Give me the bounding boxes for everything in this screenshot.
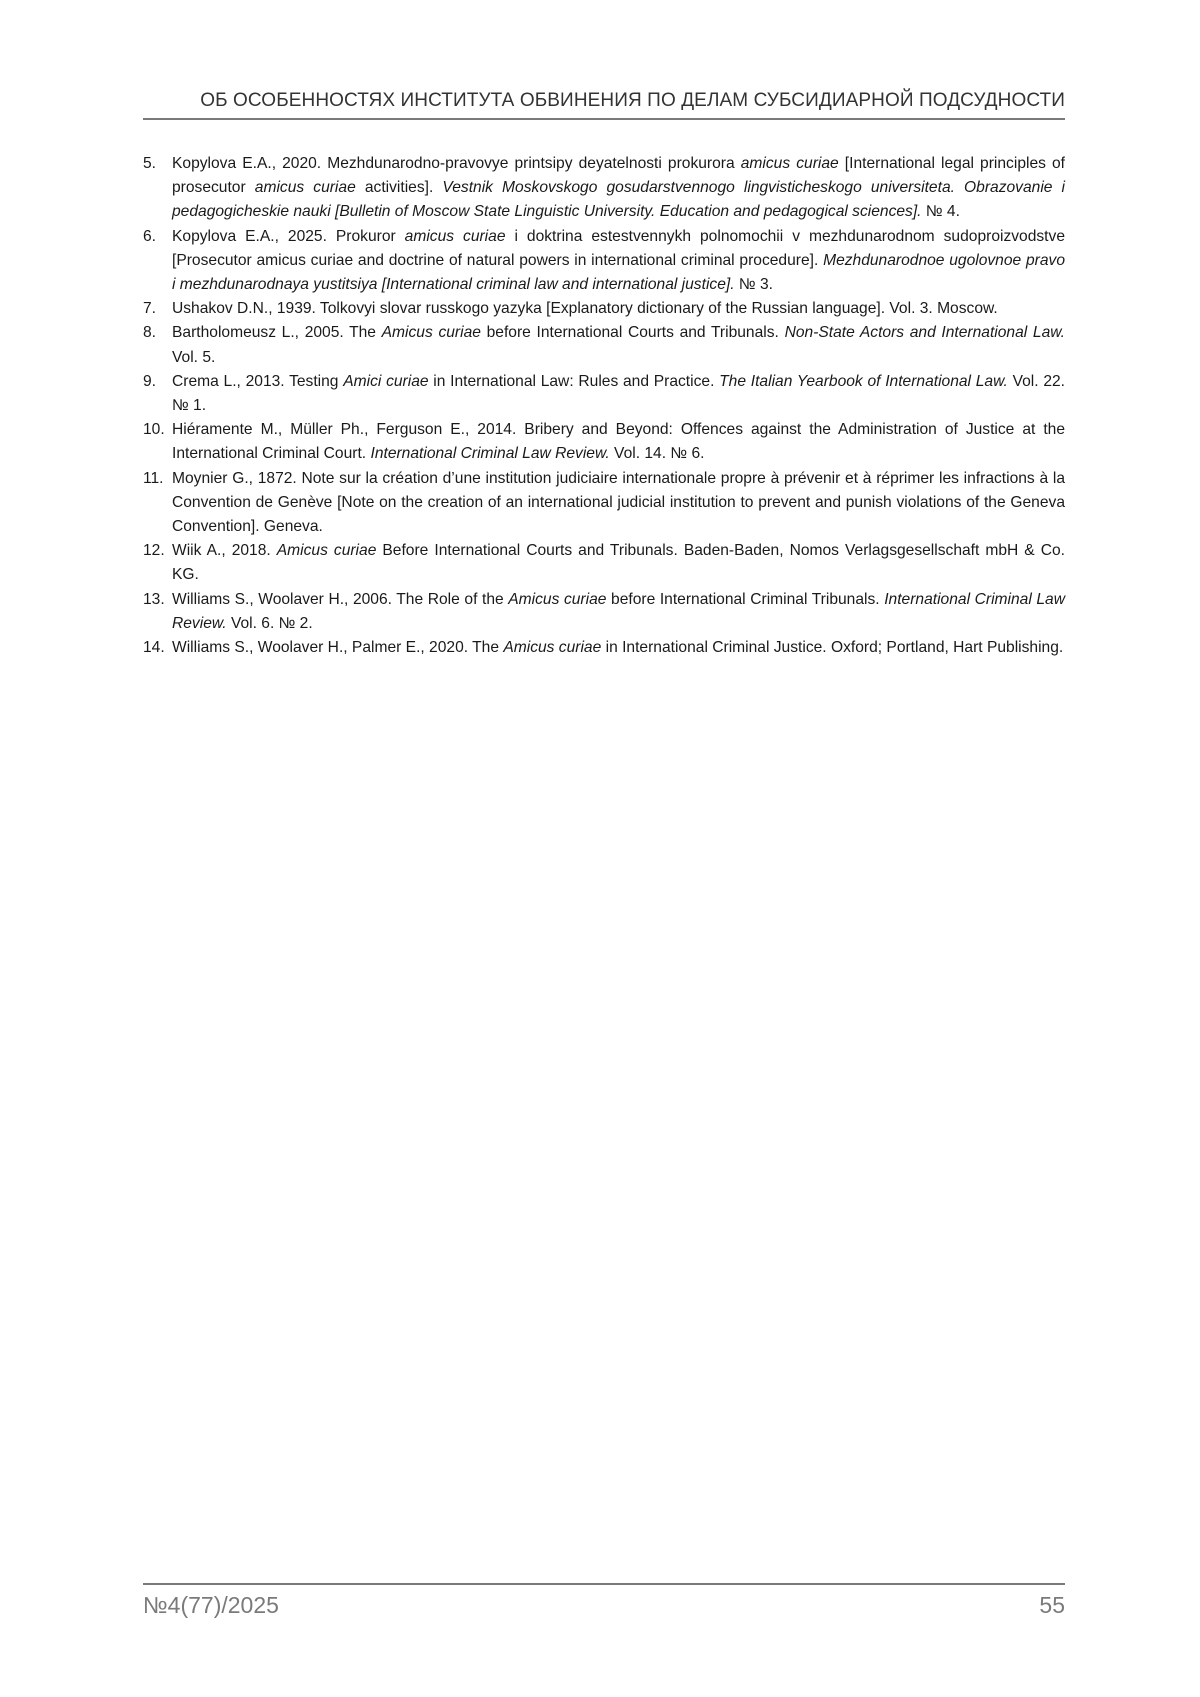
reference-item xyxy=(143,588,1065,636)
reference-text: Williams S., Woolaver H., 2006. The Role of the xyxy=(172,590,509,608)
reference-number: 10. xyxy=(143,421,165,439)
reference-list xyxy=(143,152,1065,660)
reference-number: 5. xyxy=(143,155,157,172)
reference-number: 6. xyxy=(143,227,157,245)
reference-text: Kopylova E.A., 2025. Prokuror xyxy=(172,227,405,245)
reference-number: 13. xyxy=(143,590,165,608)
reference-text: in International Law: Rules and Practice. xyxy=(428,372,720,390)
reference-italic-text: Amici curiae xyxy=(343,372,429,390)
reference-text: Moynier G., 1872. Note sur la création d’une institution judiciaire internationale propre à prévenir et à réprimer les infractions à la Convention de Genève [Note on the creation of an international judicial institution to prevent and punish violations of the Geneva Convention]. Geneva. xyxy=(172,469,1065,536)
reference-item xyxy=(143,370,1065,418)
reference-italic-text: amicus curiae xyxy=(740,155,839,172)
reference-italic-text: International Criminal Law Review. xyxy=(172,590,1065,632)
reference-number: 9. xyxy=(143,372,157,390)
reference-italic-text: International Criminal Law Review. xyxy=(370,445,610,463)
reference-text: № 3. xyxy=(734,276,773,294)
reference-text: Crema L., 2013. Testing xyxy=(172,372,344,390)
reference-number: 11. xyxy=(143,469,164,487)
reference-text: Williams S., Woolaver H., Palmer E., 2020. The xyxy=(172,639,504,657)
reference-item xyxy=(143,467,1065,540)
reference-text: before International Criminal Tribunals. xyxy=(606,590,885,608)
reference-text: Vol. 14. № 6. xyxy=(609,445,705,463)
reference-number: 12. xyxy=(143,542,165,560)
reference-item xyxy=(143,418,1065,466)
reference-italic-text: Non-State Actors and International Law. xyxy=(784,324,1065,342)
reference-text: Kopylova E.A., 2020. Mezhdunarodno-pravovye printsipy deyatelnosti prokurora xyxy=(172,155,741,172)
reference-number: 14. xyxy=(143,639,165,657)
reference-italic-text: Amicus curiae xyxy=(503,639,602,657)
reference-text: № 4. xyxy=(921,203,960,221)
page-number: 55 xyxy=(1039,1592,1065,1618)
reference-text: Hiéramente M., Müller Ph., Ferguson E., 2014. Bribery and Beyond: Offences against the Administration of Justice at the International Criminal Court. xyxy=(172,421,1065,463)
reference-item xyxy=(143,225,1065,298)
reference-text: Ushakov D.N., 1939. Tolkovyi slovar russkogo yazyka [Explanatory dictionary of the Russian language]. Vol. 3. Moscow. xyxy=(172,300,998,318)
reference-item xyxy=(143,321,1065,369)
reference-italic-text: The Italian Yearbook of International Law. xyxy=(719,372,1008,390)
reference-text: Vol. 5. xyxy=(172,348,216,366)
reference-text: Vol. 22. № 1. xyxy=(172,372,1066,415)
page-footer xyxy=(143,1583,1065,1619)
reference-text: Vol. 6. № 2. xyxy=(226,614,313,632)
reference-text: before International Courts and Tribunals. xyxy=(480,324,785,342)
reference-item xyxy=(143,152,1065,225)
reference-italic-text: amicus curiae xyxy=(254,179,356,197)
running-header-title: ОБ ОСОБЕННОСТЯХ ИНСТИТУТА ОБВИНЕНИЯ ПО ДЕЛАМ СУБСИДИАРНОЙ ПОДСУДНОСТИ xyxy=(200,90,1065,111)
reference-text: activities]. xyxy=(355,179,443,197)
reference-text: Before International Courts and Tribunals. Baden-Baden, Nomos Verlagsgesellschaft mbH & Co. KG. xyxy=(172,542,1065,584)
reference-item xyxy=(143,636,1065,660)
reference-italic-text: Mezhdunarodnoe ugolovnoe pravo i mezhdunarodnaya yustitsiya [International criminal law and international justice]. xyxy=(172,251,1065,294)
reference-number: 7. xyxy=(143,300,157,318)
issue-number: №4(77)/2025 xyxy=(143,1592,279,1618)
reference-italic-text: Amicus curiae xyxy=(276,542,377,560)
reference-item xyxy=(143,297,1065,321)
reference-text: i doktrina estestvennykh polnomochii v mezhdunarodnom sudoproizvodstve [Prosecutor amicus curiae and doctrine of natural powers in international criminal procedure]. xyxy=(172,227,1065,269)
reference-text: [International legal principles of prosecutor xyxy=(172,155,1066,197)
reference-text: Bartholomeusz L., 2005. The xyxy=(172,324,382,342)
reference-number: 8. xyxy=(143,324,157,342)
reference-italic-text: Amicus curiae xyxy=(381,324,481,342)
running-header xyxy=(143,90,1065,120)
reference-text: Wiik A., 2018. xyxy=(172,542,277,560)
reference-italic-text: Vestnik Moskovskogo gosudarstvennogo lingvisticheskogo universiteta. Obrazovanie i pedagogicheskie nauki [Bulletin of Moscow State Linguistic University. Education and pedagogical sciences]. xyxy=(172,179,1066,221)
reference-italic-text: amicus curiae xyxy=(404,227,506,245)
reference-italic-text: Amicus curiae xyxy=(508,590,607,608)
reference-item xyxy=(143,539,1065,587)
reference-text: in International Criminal Justice. Oxford; Portland, Hart Publishing. xyxy=(601,639,1064,657)
